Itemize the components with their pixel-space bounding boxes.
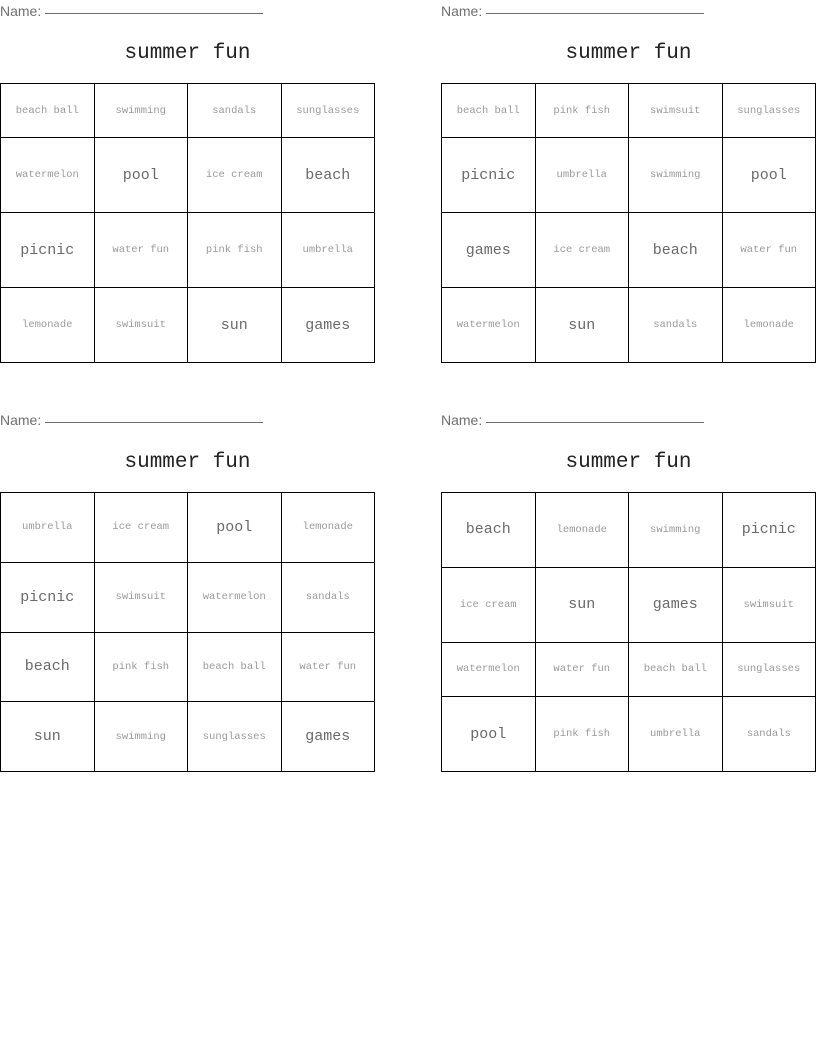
bingo-cell: sandals [188, 84, 282, 138]
bingo-cell: sandals [722, 697, 816, 772]
bingo-cell: beach ball [442, 84, 536, 138]
bingo-cell: umbrella [281, 213, 375, 288]
name-blank-line [486, 422, 704, 423]
bingo-cell: swimsuit [94, 288, 188, 363]
bingo-cell: swimming [629, 138, 723, 213]
bingo-row [1, 138, 375, 213]
bingo-cell: picnic [1, 562, 95, 632]
bingo-cell: pool [442, 697, 536, 772]
bingo-grid [441, 83, 816, 363]
bingo-cell: beach [442, 493, 536, 568]
bingo-cell: swimsuit [722, 567, 816, 642]
bingo-cell: umbrella [1, 493, 95, 563]
bingo-cell: picnic [442, 138, 536, 213]
bingo-row [442, 138, 816, 213]
bingo-cell: beach ball [1, 84, 95, 138]
bingo-cell: beach [281, 138, 375, 213]
bingo-row [1, 493, 375, 563]
name-label: Name: [0, 412, 42, 428]
bingo-cell: sunglasses [722, 84, 816, 138]
name-blank-line [45, 422, 263, 423]
bingo-cell: pink fish [535, 697, 629, 772]
bingo-cell: pink fish [188, 213, 282, 288]
bingo-cell: ice cream [535, 213, 629, 288]
bingo-cell: beach [1, 632, 95, 702]
bingo-row [442, 567, 816, 642]
bingo-cell: swimming [629, 493, 723, 568]
bingo-cell: lemonade [722, 288, 816, 363]
bingo-row [442, 697, 816, 772]
name-label: Name: [441, 3, 483, 19]
bingo-cell: sandals [629, 288, 723, 363]
bingo-cell: beach ball [188, 632, 282, 702]
bingo-cell: watermelon [1, 138, 95, 213]
bingo-row [1, 84, 375, 138]
bingo-cell: swimsuit [94, 562, 188, 632]
bingo-row [442, 84, 816, 138]
card-title: summer fun [565, 451, 692, 474]
bingo-cell: umbrella [629, 697, 723, 772]
bingo-cell: sun [535, 288, 629, 363]
bingo-cell: water fun [281, 632, 375, 702]
bingo-grid [0, 83, 375, 363]
bingo-cell: games [281, 288, 375, 363]
bingo-cell: watermelon [442, 288, 536, 363]
bingo-grid [441, 492, 816, 772]
bingo-cell: water fun [94, 213, 188, 288]
bingo-cell: picnic [1, 213, 95, 288]
card-title: summer fun [124, 42, 251, 65]
bingo-row [1, 288, 375, 363]
bingo-cell: games [629, 567, 723, 642]
bingo-cell: beach ball [629, 642, 723, 696]
bingo-cell: water fun [535, 642, 629, 696]
bingo-cell: water fun [722, 213, 816, 288]
bingo-cell: ice cream [442, 567, 536, 642]
bingo-cell: ice cream [188, 138, 282, 213]
bingo-cell: swimming [94, 84, 188, 138]
bingo-cell: lemonade [1, 288, 95, 363]
bingo-cell: pool [94, 138, 188, 213]
bingo-cell: watermelon [188, 562, 282, 632]
bingo-cell: sandals [281, 562, 375, 632]
bingo-row [442, 493, 816, 568]
bingo-cell: games [442, 213, 536, 288]
bingo-cell: swimming [94, 702, 188, 772]
bingo-cell: sun [188, 288, 282, 363]
bingo-cell: lemonade [281, 493, 375, 563]
bingo-cell: picnic [722, 493, 816, 568]
bingo-row [442, 642, 816, 696]
bingo-cell: pool [188, 493, 282, 563]
bingo-cell: lemonade [535, 493, 629, 568]
name-label: Name: [0, 3, 42, 19]
bingo-cell: sunglasses [281, 84, 375, 138]
bingo-cell: sun [535, 567, 629, 642]
bingo-cell: pink fish [94, 632, 188, 702]
name-blank-line [486, 13, 704, 14]
bingo-row [1, 632, 375, 702]
bingo-row [1, 562, 375, 632]
bingo-cell: pool [722, 138, 816, 213]
bingo-cell: sun [1, 702, 95, 772]
bingo-row [442, 213, 816, 288]
bingo-cell: beach [629, 213, 723, 288]
bingo-row [1, 702, 375, 772]
card-title: summer fun [565, 42, 692, 65]
bingo-cell: umbrella [535, 138, 629, 213]
bingo-row [442, 288, 816, 363]
bingo-row [1, 213, 375, 288]
bingo-cell: pink fish [535, 84, 629, 138]
bingo-cell: watermelon [442, 642, 536, 696]
bingo-grid [0, 492, 375, 772]
name-blank-line [45, 13, 263, 14]
bingo-cell: swimsuit [629, 84, 723, 138]
bingo-cell: sunglasses [722, 642, 816, 696]
bingo-cell: sunglasses [188, 702, 282, 772]
bingo-cell: ice cream [94, 493, 188, 563]
name-label: Name: [441, 412, 483, 428]
bingo-cell: games [281, 702, 375, 772]
card-title: summer fun [124, 451, 251, 474]
